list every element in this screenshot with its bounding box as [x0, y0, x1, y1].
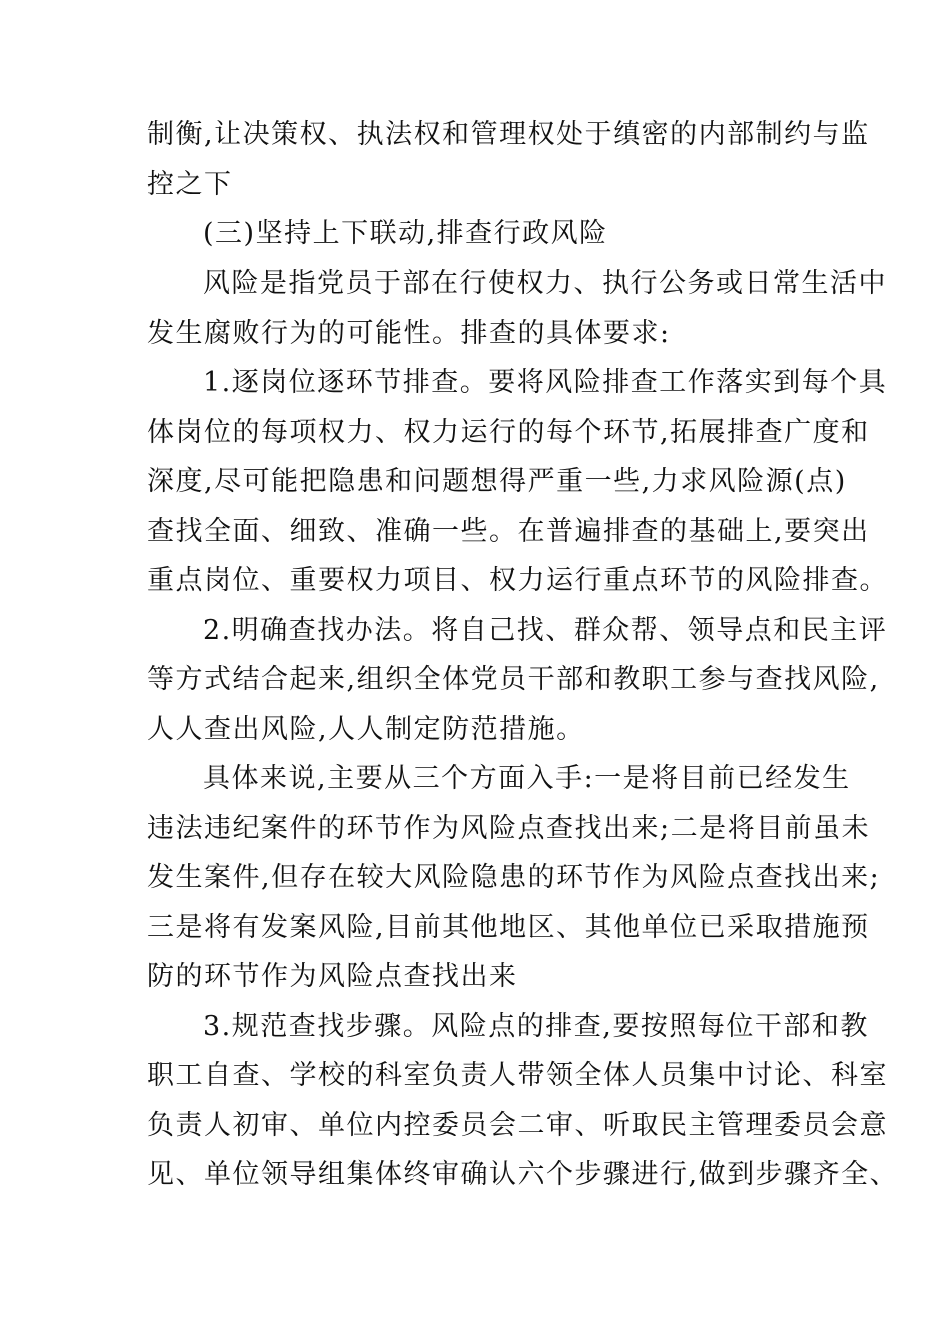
body-text-line: 制衡,让决策权、执法权和管理权处于缜密的内部制约与监 — [147, 119, 870, 150]
body-text-line: 深度,尽可能把隐患和问题想得严重一些,力求风险源(点) — [147, 466, 847, 497]
body-text-line: 发生案件,但存在较大风险隐患的环节作为风险点查找出来; — [147, 862, 881, 893]
body-text-line: 职工自查、学校的科室负责人带领全体人员集中讨论、科室 — [147, 1060, 888, 1091]
body-text-line: 三是将有发案风险,目前其他地区、其他单位已采取措施预 — [147, 912, 870, 943]
body-text-line: 1.逐岗位逐环节排查。要将风险排查工作落实到每个具 — [203, 367, 888, 398]
body-text-line: 3.规范查找步骤。风险点的排查,要按照每位干部和教 — [203, 1011, 869, 1042]
body-text-line: 具体来说,主要从三个方面入手:一是将目前已经发生 — [203, 763, 851, 794]
body-text-line: 体岗位的每项权力、权力运行的每个环节,拓展排查广度和 — [147, 417, 870, 448]
body-text-line: 负责人初审、单位内控委员会二审、听取民主管理委员会意 — [147, 1110, 888, 1141]
body-text-line: 2.明确查找办法。将自己找、群众帮、领导点和民主评 — [203, 615, 888, 646]
section-heading: (三)坚持上下联动,排查行政风险 — [203, 218, 608, 249]
body-text-line: 重点岗位、重要权力项目、权力运行重点环节的风险排查。 — [147, 565, 888, 596]
body-text-line: 控之下 — [147, 169, 233, 200]
body-text-line: 违法违纪案件的环节作为风险点查找出来;二是将目前虽未 — [147, 813, 871, 844]
body-text-line: 发生腐败行为的可能性。排查的具体要求: — [147, 318, 671, 349]
body-text-line: 见、单位领导组集体终审确认六个步骤进行,做到步骤齐全、 — [147, 1159, 899, 1190]
body-text-line: 等方式结合起来,组织全体党员干部和教职工参与查找风险, — [147, 664, 880, 695]
body-text-line: 防的环节作为风险点查找出来 — [147, 961, 518, 992]
body-text-line: 人人查出风险,人人制定防范措施。 — [147, 714, 585, 745]
body-text-line: 风险是指党员于部在行使权力、执行公务或日常生活中 — [203, 268, 887, 299]
body-text-line: 查找全面、细致、准确一些。在普遍排查的基础上,要突出 — [147, 516, 870, 547]
